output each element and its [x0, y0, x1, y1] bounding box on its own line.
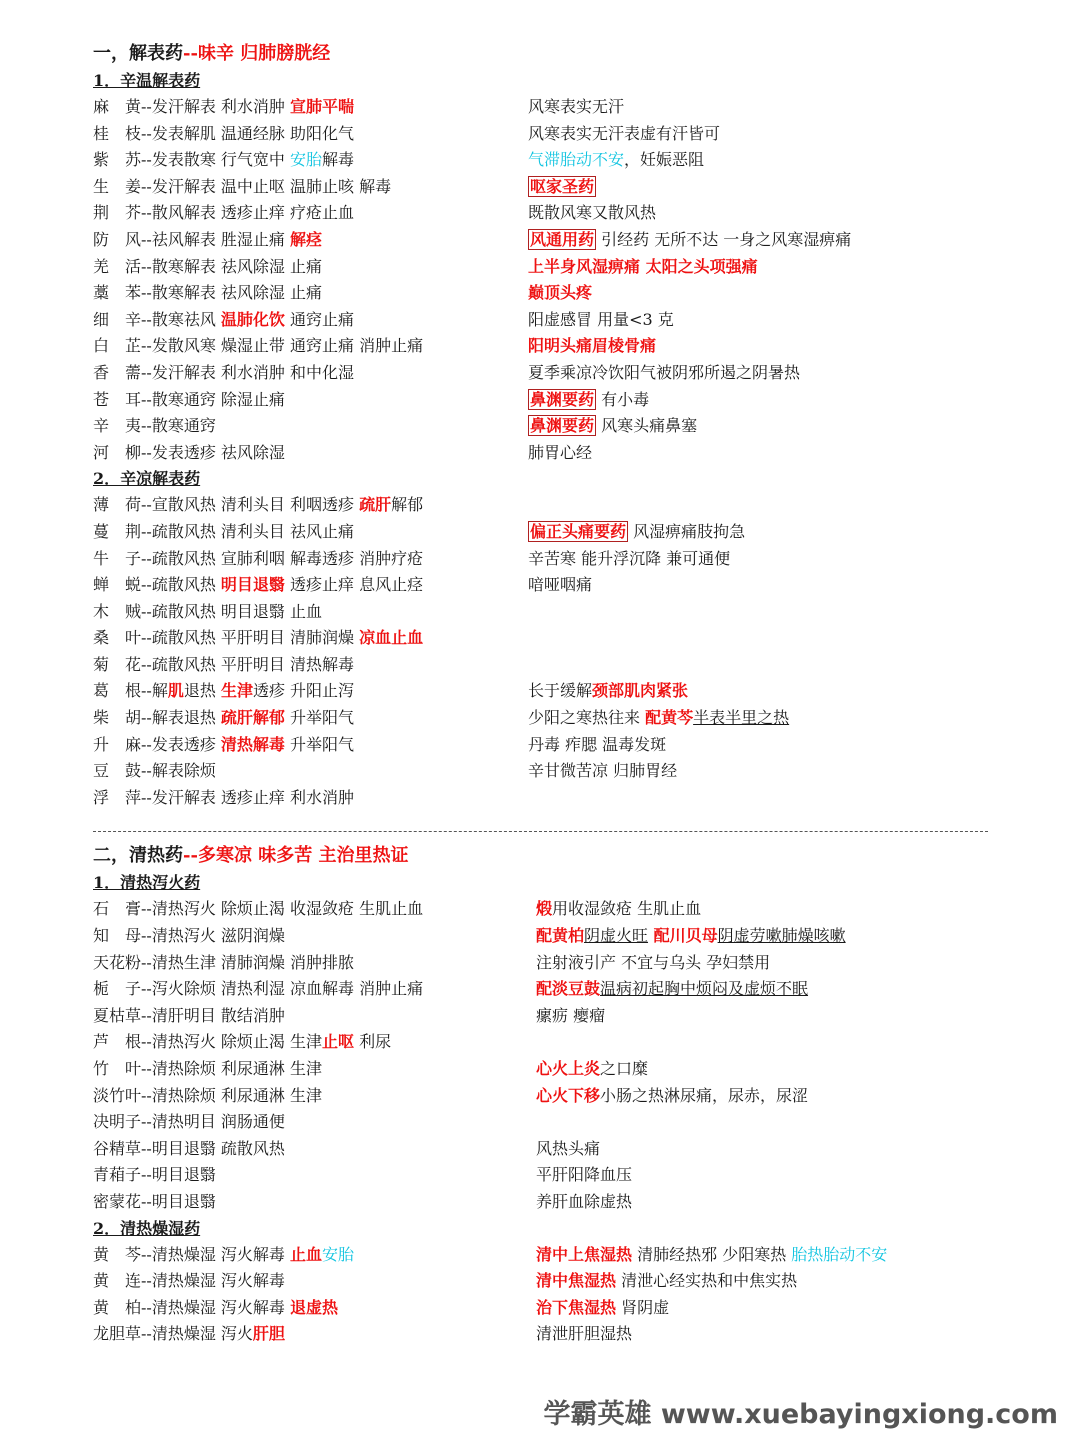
- section-2-heading: [93, 842, 993, 870]
- section-1-title: 一，解表药: [93, 43, 183, 64]
- herb-row-xinyi: 辛 夷--散寒通窍 鼻渊要药 风寒头痛鼻塞: [93, 416, 698, 436]
- subsection-purge-fire: 1．清热泻火药: [93, 873, 201, 893]
- section-divider: [93, 831, 988, 832]
- subsection-warm: 1．辛温解表药: [93, 71, 201, 90]
- herb-row-mimenghua: 密蒙花--明目退翳 养肝血除虚热: [93, 1191, 633, 1211]
- section-2-title: 二，清热药: [93, 845, 183, 867]
- boxed-note: 鼻渊要药: [530, 389, 595, 409]
- boxed-note: 呕家圣药: [530, 176, 595, 196]
- herb-row-cang-er: 苍 耳--散寒通窍 除湿止痛 鼻渊要药 有小毒: [93, 389, 650, 409]
- section-1-tagline: --味辛 归肺膀胱经: [183, 43, 331, 64]
- herb-row-gujingcao: 谷精草--明目退翳 疏散风热 风热头痛: [93, 1138, 601, 1158]
- herb-row-bohe: 薄 荷--宣散风热 清利头目 利咽透疹 疏肝解郁: [93, 495, 424, 515]
- herb-row-longdancao: 龙胆草--清热燥湿 泻火肝胆 清泄肝胆湿热: [93, 1324, 633, 1344]
- herb-row-gegen: 葛 根--解肌退热 生津透疹 升阳止泻 长于缓解颈部肌肉紧张: [93, 681, 689, 701]
- herb-row-juemingzi: 决明子--清热明目 润肠通便: [93, 1112, 285, 1132]
- section-2-tagline: --多寒凉 味多苦 主治里热证: [183, 845, 409, 867]
- herb-row-chaihu: 柴 胡--解表退热 疏肝解郁 升举阳气 少阳之寒热往来 配黄芩半表半里之热: [93, 708, 790, 728]
- herb-row-zhuye: 竹 叶--清热除烦 利尿通淋 生津 心火上炎之口糜: [93, 1059, 649, 1078]
- herb-row-juhua: 菊 花--疏散风热 平肝明目 清热解毒: [93, 654, 354, 674]
- herb-row-zisu: 紫 苏--发表散寒 行气宽中 安胎解毒 气滞胎动不安，妊娠恶阻: [93, 150, 705, 170]
- subsection-dry-damp: 2．清热燥湿药: [93, 1218, 201, 1238]
- herb-row-zhimu: 知 母--清热泻火 滋阴润燥 配黄柏阴虚火旺 配川贝母阴虚劳嗽肺燥咳嗽: [93, 926, 846, 946]
- herb-row-tianhuafen: 天花粉--清热生津 清肺润燥 消肿排脓 注射液引产 不宜与乌头 孕妇禁用: [93, 952, 771, 972]
- herb-row-baizhi: 白 芷--发散风寒 燥湿止带 通窍止痛 消肿止痛 阳明头痛眉棱骨痛: [93, 336, 657, 356]
- herb-row-xiakucao: 夏枯草--清肝明目 散结消肿 瘰疬 瘿瘤: [93, 1005, 606, 1025]
- herb-row-jingjie: 荆 芥--散风解表 透疹止痒 疗疮止血 既散风寒又散风热: [93, 203, 657, 223]
- herb-row-fangfeng: 防 风--祛风解表 胜湿止痛 解痉 风通用药 引经药 无所不达 一身之风寒湿痹痛: [93, 229, 852, 249]
- herb-row-fuping: 浮 萍--发汗解表 透疹止痒 利水消肿: [93, 787, 354, 807]
- herb-row-sangye: 桑 叶--疏散风热 平肝明目 清肺润燥 凉血止血: [93, 628, 424, 648]
- herb-row-danzhuye: 淡竹叶--清热除烦 利尿通淋 生津 心火下移小肠之热淋尿痛，尿赤，尿涩: [93, 1085, 809, 1105]
- herb-row-lugen: 芦 根--清热泻火 除烦止渴 生津止呕 利尿: [93, 1032, 392, 1052]
- herb-row-huangqin: 黄 芩--清热燥湿 泻火解毒 止血安胎 清中上焦湿热 清肺经热邪 少阳寒热 胎热胎动不安: [93, 1244, 888, 1264]
- herb-row-huangbai: 黄 柏--清热燥湿 泻火解毒 退虚热 治下焦湿热 肾阴虚: [93, 1297, 670, 1317]
- subsection-cool: 2．辛凉解表药: [93, 469, 201, 489]
- herb-row-xiangru: 香 薷--发汗解表 利水消肿 和中化湿 夏季乘凉冷饮阳气被阴邪所遏之阴暑热: [93, 362, 801, 382]
- herb-row-muzei: 木 贼--疏散风热 明目退翳 止血: [93, 601, 322, 621]
- herb-row-shengma: 升 麻--发表透疹 清热解毒 升举阳气 丹毒 痄腮 温毒发斑: [93, 734, 667, 754]
- watermark-footer: 学霸英雄 www.xuebayingxiong.com: [543, 1399, 1058, 1430]
- herb-row-heliu: 河 柳--发表透疹 祛风除湿 肺胃心经: [93, 442, 593, 462]
- boxed-note: 风通用药: [530, 229, 595, 249]
- herb-row-qingxiangzi: 青葙子--明目退翳 平肝阳降血压: [93, 1165, 633, 1185]
- herb-row-manjing: 蔓 荆--疏散风热 清利头目 祛风止痛 偏正头痛要药 风湿痹痛肢拘急: [93, 521, 746, 541]
- herb-row-qianghuo: 羌 活--散寒解表 祛风除湿 止痛 上半身风湿痹痛 太阳之头项强痛: [93, 256, 758, 276]
- boxed-note: 偏正头痛要药: [530, 521, 627, 541]
- herb-row-mahuang: 麻 黄--发汗解表 利水消肿 宣肺平喘 风寒表实无汗: [93, 97, 625, 116]
- herb-row-guizhi: 桂 枝--发表解肌 温通经脉 助阳化气 风寒表实无汗表虚有汗皆可: [93, 123, 721, 143]
- herb-row-dougu: 豆 鼓--解表除烦 辛甘微苦凉 归肺胃经: [93, 761, 678, 781]
- herb-row-huanglian: 黄 连--清热燥湿 泻火解毒 清中焦湿热 清泄心经实热和中焦实热: [93, 1271, 798, 1291]
- document-page: [93, 40, 993, 1348]
- boxed-note: 鼻渊要药: [530, 416, 595, 436]
- herb-row-niuzi: 牛 子--疏散风热 宣肺利咽 解毒透疹 消肿疗疮 辛苦寒 能升浮沉降 兼可通便: [93, 548, 731, 568]
- herb-row-shigao: 石 膏--清热泻火 除烦止渴 收湿敛疮 生肌止血 煅用收湿敛疮 生肌止血: [93, 899, 702, 919]
- herb-row-shengjiang: 生 姜--发汗解表 温中止呕 温肺止咳 解毒 呕家圣药: [93, 176, 595, 196]
- herb-row-zhizi: 栀 子--泻火除烦 清热利湿 凉血解毒 消肿止痛 配淡豆鼓温病初起胸中烦闷及虚烦不眠: [93, 979, 809, 999]
- herb-row-gaoben: 藁 苯--散寒解表 祛风除湿 止痛 巅顶头疼: [93, 283, 593, 303]
- herb-row-xixin: 细 辛--散寒祛风 温肺化饮 通窍止痛 阳虚感冒 用量<3 克: [93, 309, 674, 329]
- herb-row-chantui: 蝉 蜕--疏散风热 明目退翳 透疹止痒 息风止痉 喑哑咽痛: [93, 575, 593, 595]
- section-1-heading: [93, 40, 993, 68]
